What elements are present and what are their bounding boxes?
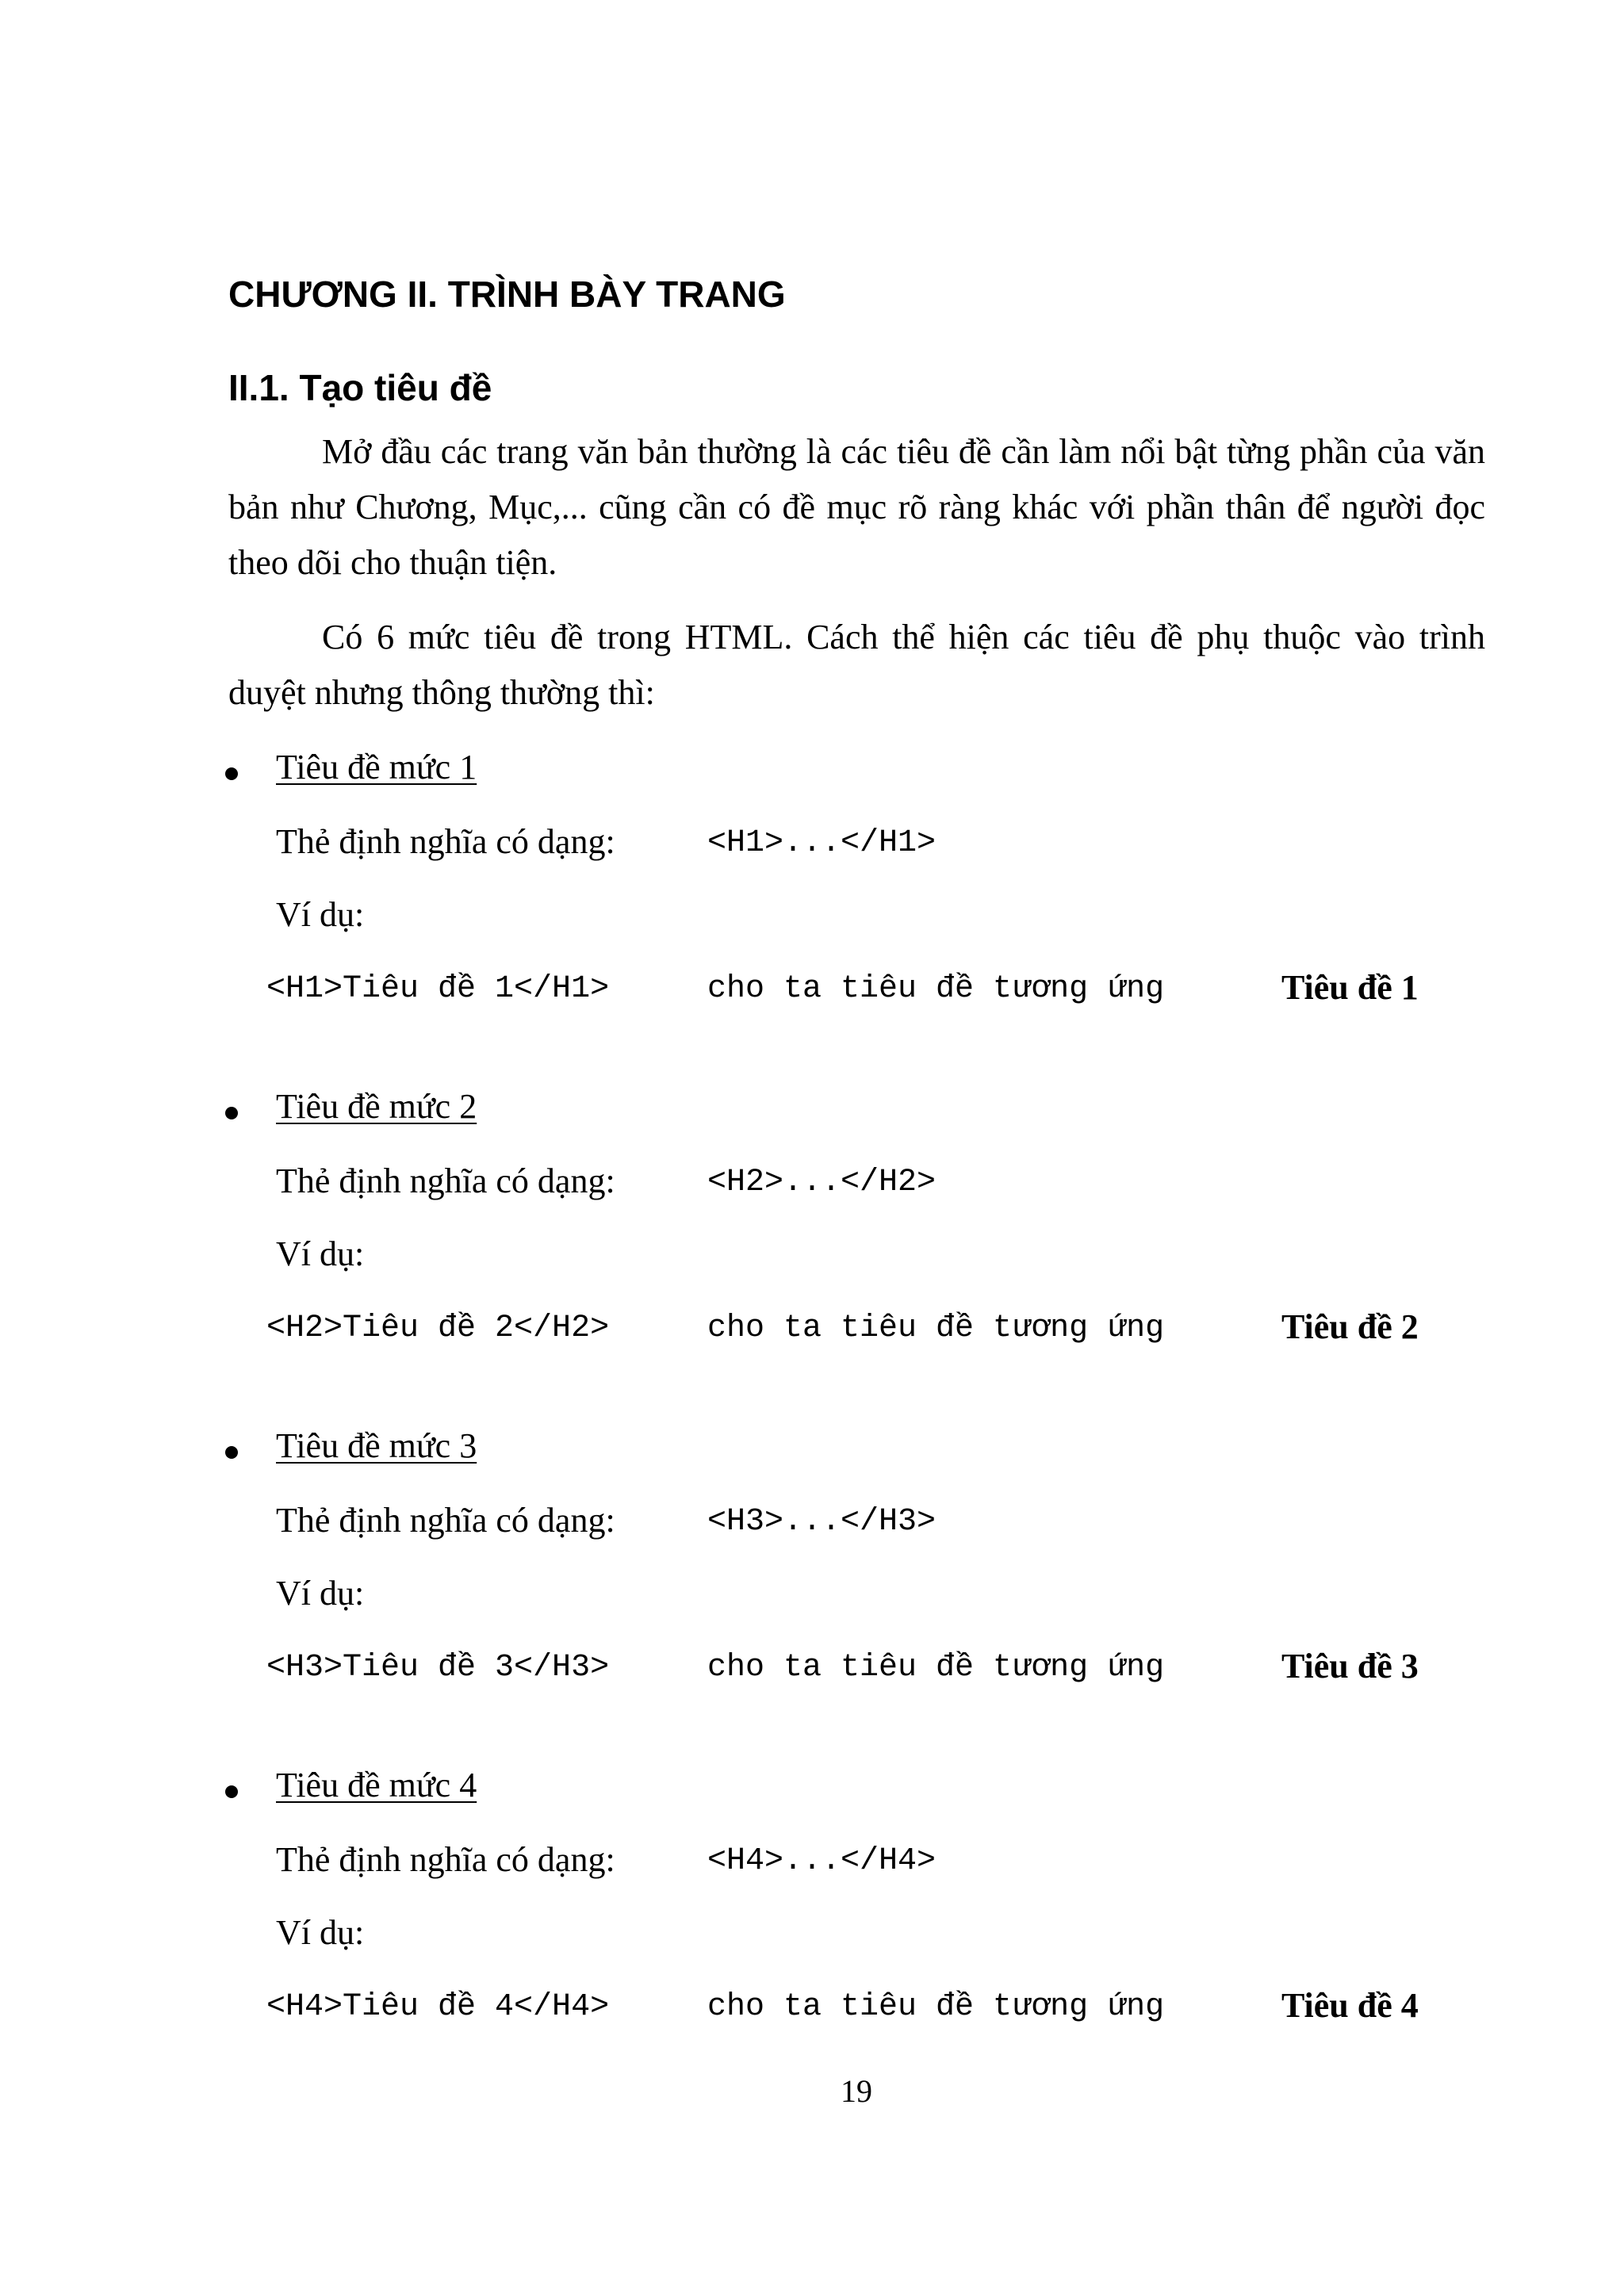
example-description: cho ta tiêu đề tương ứng bbox=[707, 1650, 1165, 1686]
chapter-title: CHƯƠNG II. TRÌNH BÀY TRANG bbox=[228, 274, 786, 315]
syntax-code: <H3>...</H3> bbox=[707, 1504, 936, 1540]
example-description: cho ta tiêu đề tương ứng bbox=[707, 971, 1165, 1007]
example-label: Ví dụ: bbox=[276, 1234, 365, 1273]
section-title: II.1. Tạo tiêu đề bbox=[228, 367, 492, 408]
heading-level-item-4 bbox=[0, 1762, 1624, 2079]
example-code: <H1>Tiêu đề 1</H1> bbox=[266, 971, 610, 1007]
heading-level-item-3 bbox=[0, 1422, 1624, 1739]
example-result: Tiêu đề 2 bbox=[1281, 1307, 1419, 1346]
intro-paragraph: Mở đầu các trang văn bản thường là các tiêu đề cần làm nổi bật từng phần của văn bản như Chương, Mục,... cũng cần có đề mục rõ ràng khác với phần thân để người đọc theo dõi cho thuận tiện. bbox=[228, 432, 1485, 582]
example-code: <H3>Tiêu đề 3</H3> bbox=[266, 1650, 610, 1686]
bullet-icon bbox=[225, 767, 238, 780]
bullet-icon bbox=[225, 1785, 238, 1798]
example-description: cho ta tiêu đề tương ứng bbox=[707, 1311, 1165, 1346]
example-label: Ví dụ: bbox=[276, 1574, 365, 1613]
level-title: Tiêu đề mức 2 bbox=[276, 1087, 477, 1126]
syntax-code: <H1>...</H1> bbox=[707, 825, 936, 861]
example-result: Tiêu đề 4 bbox=[1281, 1986, 1419, 2025]
example-label: Ví dụ: bbox=[276, 895, 365, 934]
level-title: Tiêu đề mức 3 bbox=[276, 1426, 477, 1465]
heading-level-item-2 bbox=[0, 1083, 1624, 1400]
example-result: Tiêu đề 1 bbox=[1281, 968, 1419, 1007]
syntax-label: Thẻ định nghĩa có dạng: bbox=[276, 1840, 615, 1879]
syntax-code: <H2>...</H2> bbox=[707, 1165, 936, 1200]
levels-paragraph: Có 6 mức tiêu đề trong HTML. Cách thể hiện các tiêu đề phụ thuộc vào trình duyệt nhưng thông thường thì: bbox=[228, 618, 1485, 712]
heading-level-item-1 bbox=[0, 744, 1624, 1061]
syntax-code: <H4>...</H4> bbox=[707, 1843, 936, 1879]
syntax-label: Thẻ định nghĩa có dạng: bbox=[276, 1161, 615, 1200]
syntax-label: Thẻ định nghĩa có dạng: bbox=[276, 1501, 615, 1540]
example-code: <H4>Tiêu đề 4</H4> bbox=[266, 1989, 610, 2025]
syntax-label: Thẻ định nghĩa có dạng: bbox=[276, 822, 615, 861]
bullet-icon bbox=[225, 1446, 238, 1459]
example-code: <H2>Tiêu đề 2</H2> bbox=[266, 1311, 610, 1346]
level-title: Tiêu đề mức 1 bbox=[276, 748, 477, 786]
example-label: Ví dụ: bbox=[276, 1913, 365, 1952]
bullet-icon bbox=[225, 1107, 238, 1119]
level-title: Tiêu đề mức 4 bbox=[276, 1766, 477, 1804]
example-result: Tiêu đề 3 bbox=[1281, 1647, 1419, 1686]
example-description: cho ta tiêu đề tương ứng bbox=[707, 1989, 1165, 2025]
page-number: 19 bbox=[841, 2073, 872, 2109]
